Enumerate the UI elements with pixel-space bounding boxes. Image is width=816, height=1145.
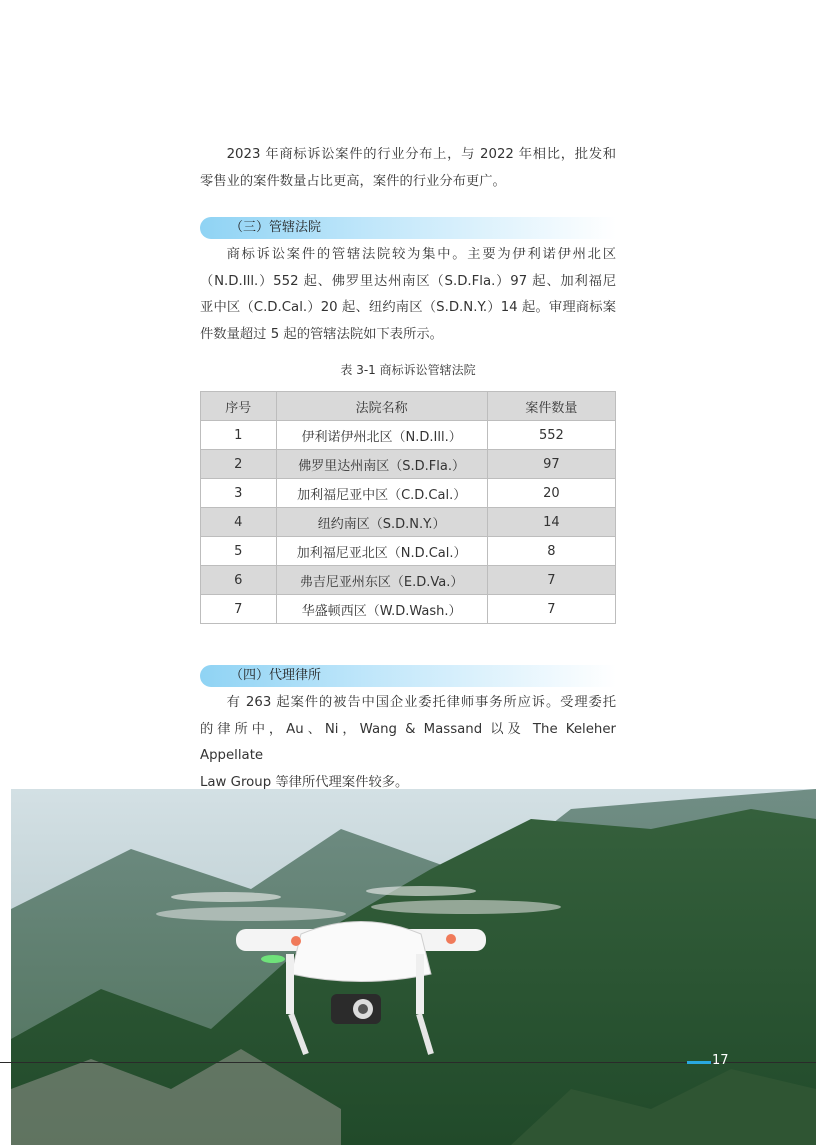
law-firms-paragraph (200, 690, 616, 796)
cell-index: 6 (201, 566, 277, 595)
cell-count: 14 (487, 508, 615, 537)
cell-court: 弗吉尼亚州东区（E.D.Va.） (276, 566, 487, 595)
cell-index: 3 (201, 479, 277, 508)
cell-court: 佛罗里达州南区（S.D.Fla.） (276, 450, 487, 479)
cell-index: 5 (201, 537, 277, 566)
table-row (201, 508, 616, 537)
cell-count: 7 (487, 595, 615, 624)
cell-court: 伊利诺伊州北区（N.D.Ill.） (276, 421, 487, 450)
header-index: 序号 (201, 392, 277, 421)
courts-line-3: 亚中区（C.D.Cal.）20 起、纽约南区（S.D.N.Y.）14 起。审理商标案 (200, 300, 616, 315)
table-header-row (201, 392, 616, 421)
page-number-accent (687, 1061, 711, 1064)
cell-court: 加利福尼亚北区（N.D.Cal.） (276, 537, 487, 566)
table-row (201, 479, 616, 508)
drone-photo (11, 789, 816, 1145)
law-firms-line-3: Law Group 等律所代理案件较多。 (200, 774, 409, 790)
courts-line-4: 件数量超过 5 起的管辖法院如下表所示。 (200, 326, 443, 342)
courts-line-2: （N.D.Ill.）552 起、佛罗里达州南区（S.D.Fla.）97 起、加利福尼 (200, 273, 616, 289)
section-heading-courts: （三）管辖法院 (200, 217, 616, 239)
courts-table (200, 391, 616, 624)
courts-line-1: 商标诉讼案件的管辖法院较为集中。主要为伊利诺伊州北区 (226, 247, 616, 262)
cell-count: 20 (487, 479, 615, 508)
table-row (201, 566, 616, 595)
cell-court: 加利福尼亚中区（C.D.Cal.） (276, 479, 487, 508)
cell-court: 纽约南区（S.D.N.Y.） (276, 508, 487, 537)
page-number: 17 (712, 1053, 729, 1068)
drone-photo-icon (11, 789, 816, 1145)
cell-count: 8 (487, 537, 615, 566)
law-firms-line-2: 的律所中，Au、Ni，Wang & Massand 以及 The Keleher Appellate (200, 721, 616, 763)
cell-court: 华盛顿西区（W.D.Wash.） (276, 595, 487, 624)
cell-index: 1 (201, 421, 277, 450)
table-row (201, 595, 616, 624)
header-court-name: 法院名称 (276, 392, 487, 421)
table-row (201, 537, 616, 566)
law-firms-line-1: 有 263 起案件的被告中国企业委托律师事务所应诉。受理委托 (226, 695, 616, 710)
header-case-count: 案件数量 (487, 392, 615, 421)
cell-index: 4 (201, 508, 277, 537)
courts-paragraph (200, 242, 616, 348)
cell-index: 7 (201, 595, 277, 624)
intro-line-2: 零售业的案件数量占比更高，案件的行业分布更广。 (200, 173, 506, 189)
table-row (201, 421, 616, 450)
cell-count: 7 (487, 566, 615, 595)
cell-index: 2 (201, 450, 277, 479)
section-heading-law-firms: （四）代理律所 (200, 665, 616, 687)
table-caption: 表 3-1 商标诉讼管辖法院 (340, 363, 476, 377)
table-row (201, 450, 616, 479)
cell-count: 552 (487, 421, 615, 450)
intro-line-1: 2023 年商标诉讼案件的行业分布上，与 2022 年相比，批发和 (226, 147, 616, 162)
cell-count: 97 (487, 450, 615, 479)
intro-paragraph (200, 142, 616, 195)
